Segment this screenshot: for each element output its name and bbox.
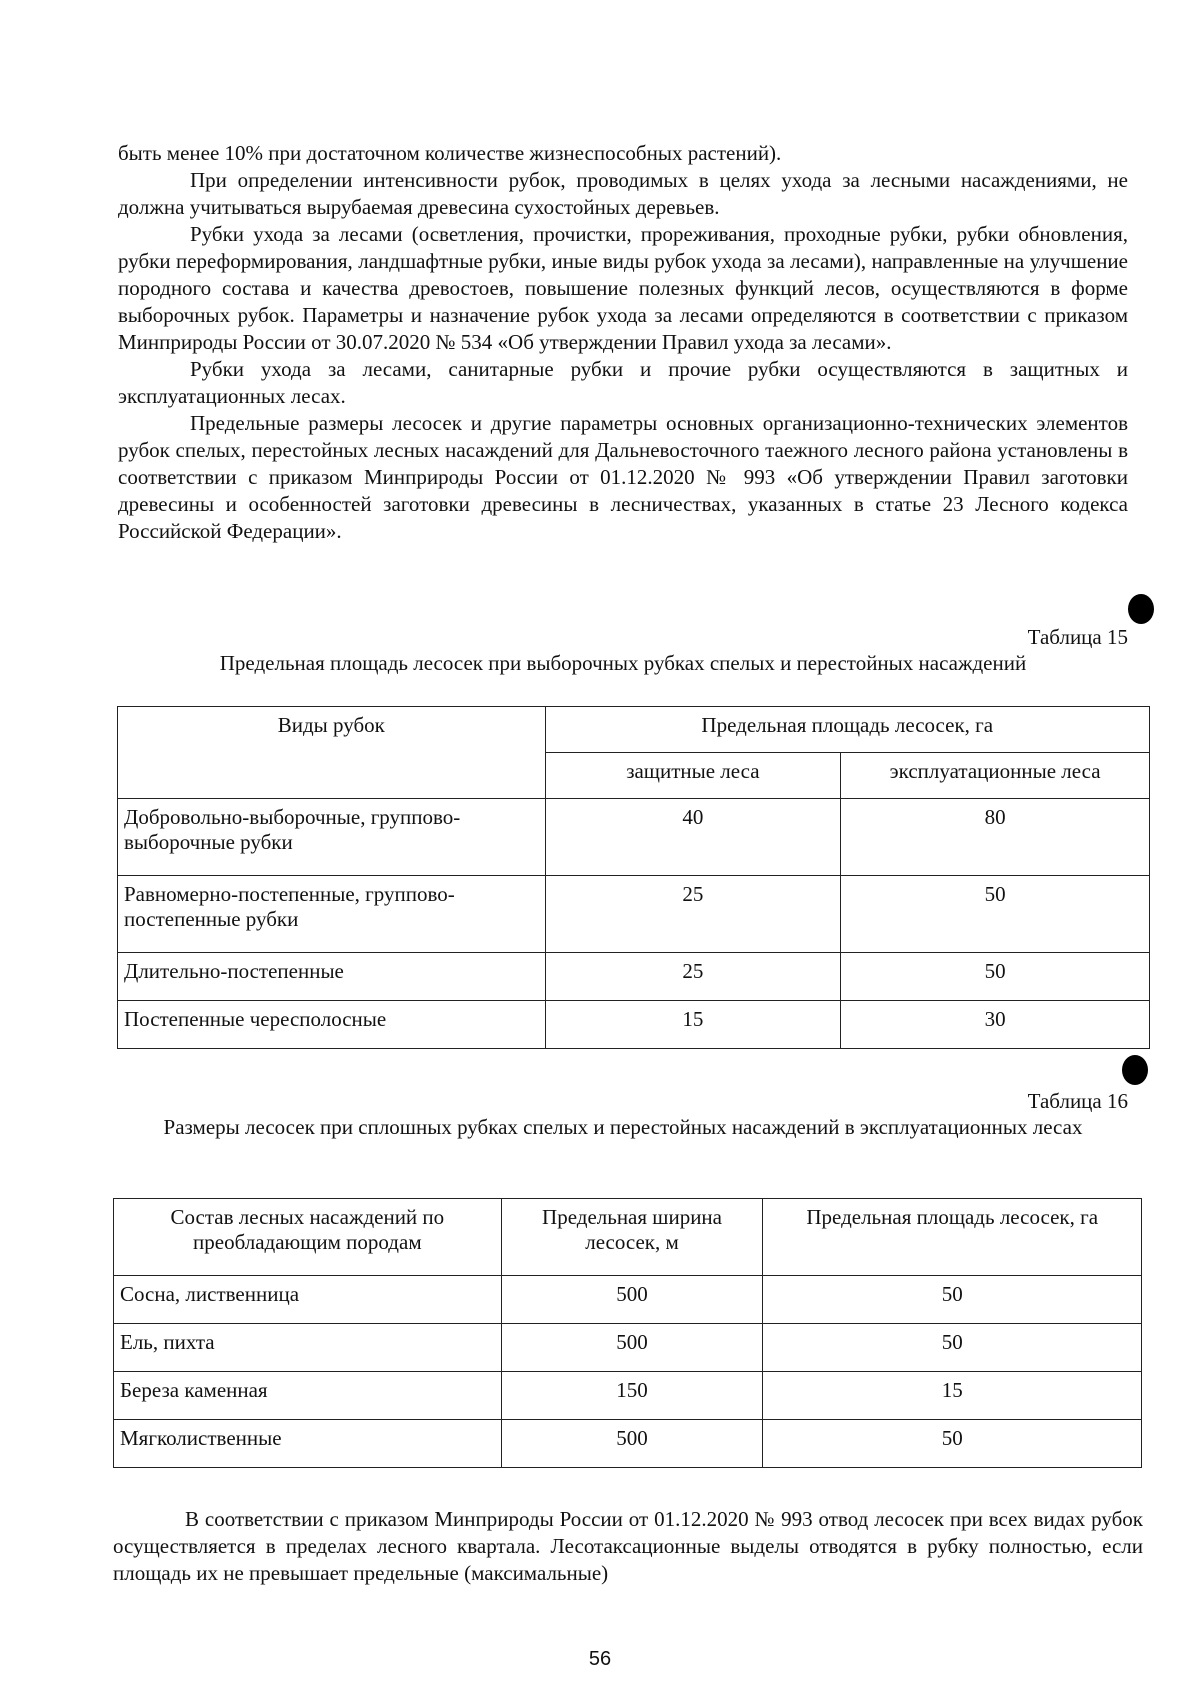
cell-type: Равномерно-постепенные, группово-постепенные рубки bbox=[118, 876, 546, 953]
cell-area: 50 bbox=[763, 1324, 1142, 1372]
cell-species: Береза каменная bbox=[114, 1372, 502, 1420]
page-number: 56 bbox=[588, 1648, 612, 1670]
cell-exploitation: 30 bbox=[841, 1001, 1150, 1049]
table15-col-type: Виды рубок bbox=[118, 707, 546, 799]
table-row bbox=[114, 1276, 1142, 1324]
table-row bbox=[114, 1372, 1142, 1420]
cell-protective: 15 bbox=[545, 1001, 841, 1049]
table16-label: Таблица 16 bbox=[1027, 1089, 1128, 1113]
table-row bbox=[118, 1001, 1150, 1049]
cell-protective: 25 bbox=[545, 876, 841, 953]
table16-col-width: Предельная ширина лесосек, м bbox=[501, 1199, 763, 1276]
cell-exploitation: 80 bbox=[841, 799, 1150, 876]
cell-width: 500 bbox=[501, 1420, 763, 1468]
table15-label: Таблица 15 bbox=[1027, 625, 1128, 649]
cell-area: 50 bbox=[763, 1276, 1142, 1324]
cell-exploitation: 50 bbox=[841, 876, 1150, 953]
cell-species: Сосна, лиственница bbox=[114, 1276, 502, 1324]
table-row bbox=[118, 953, 1150, 1001]
intro-text bbox=[118, 140, 1128, 545]
table16-caption bbox=[118, 1088, 1128, 1140]
cell-type: Добровольно-выборочные, группово-выборочные рубки bbox=[118, 799, 546, 876]
cell-width: 500 bbox=[501, 1276, 763, 1324]
table16-col-area: Предельная площадь лесосек, га bbox=[763, 1199, 1142, 1276]
table-row bbox=[118, 876, 1150, 953]
cell-type: Длительно-постепенные bbox=[118, 953, 546, 1001]
table-row bbox=[114, 1324, 1142, 1372]
table16 bbox=[113, 1198, 1142, 1468]
table15-caption bbox=[118, 624, 1128, 676]
table15-col-protective: защитные леса bbox=[545, 753, 841, 799]
table15-title: Предельная площадь лесосек при выборочных рубках спелых и перестойных насаждений bbox=[219, 651, 1027, 675]
cell-species: Мягколиственные bbox=[114, 1420, 502, 1468]
paragraph: быть менее 10% при достаточном количестве жизнеспособных растений). bbox=[118, 141, 782, 165]
paragraph: Рубки ухода за лесами (осветления, прочистки, прореживания, проходные рубки, рубки обновления, рубки переформирования, ландшафтные рубки, иные виды рубок ухода за лесами), направленные на улучшение породного состава и качества древостоев, повышение полезных функций лесов, осуществляются в форме выборочных рубок. Параметры и назначение рубок ухода за лесами определяются в соответствии с приказом Минприроды России от 30.07.2020 № 534 «Об утверждении Правил ухода за лесами». bbox=[118, 222, 1128, 354]
cell-exploitation: 50 bbox=[841, 953, 1150, 1001]
cell-width: 150 bbox=[501, 1372, 763, 1420]
paragraph: Рубки ухода за лесами, санитарные рубки и прочие рубки осуществляются в защитных и эксплуатационных лесах. bbox=[118, 357, 1128, 408]
scan-mark bbox=[1122, 1055, 1148, 1085]
closing-text bbox=[113, 1506, 1143, 1587]
table16-col-composition: Состав лесных насаждений по преобладающим породам bbox=[114, 1199, 502, 1276]
table-row bbox=[114, 1420, 1142, 1468]
cell-area: 50 bbox=[763, 1420, 1142, 1468]
paragraph: Предельные размеры лесосек и другие параметры основных организационно-технических элементов рубок спелых, перестойных лесных насаждений для Дальневосточного таежного лесного района установлены в соответствии с приказом Минприроды России от 01.12.2020 № 993 «Об утверждении Правил заготовки древесины и особенностей заготовки древесины в лесничествах, указанных в статье 23 Лесного кодекса Российской Федерации». bbox=[118, 411, 1128, 543]
table16-title: Размеры лесосек при сплошных рубках спелых и перестойных насаждений в эксплуатационных лесах bbox=[163, 1115, 1083, 1139]
paragraph: В соответствии с приказом Минприроды России от 01.12.2020 № 993 отвод лесосек при всех видах рубок осуществляется в пределах лесного квартала. Лесотаксационные выделы отводятся в рубку полностью, если площадь их не превышает предельные (максимальные) bbox=[113, 1507, 1143, 1585]
cell-width: 500 bbox=[501, 1324, 763, 1372]
cell-species: Ель, пихта bbox=[114, 1324, 502, 1372]
scan-mark bbox=[1128, 594, 1154, 624]
cell-area: 15 bbox=[763, 1372, 1142, 1420]
table15 bbox=[117, 706, 1150, 1049]
paragraph: При определении интенсивности рубок, проводимых в целях ухода за лесными насаждениями, не должна учитываться вырубаемая древесина сухостойных деревьев. bbox=[118, 168, 1128, 219]
cell-type: Постепенные чересполосные bbox=[118, 1001, 546, 1049]
cell-protective: 40 bbox=[545, 799, 841, 876]
table15-col-exploitation: эксплуатационные леса bbox=[841, 753, 1150, 799]
table-row bbox=[118, 799, 1150, 876]
cell-protective: 25 bbox=[545, 953, 841, 1001]
table15-col-group: Предельная площадь лесосек, га bbox=[545, 707, 1149, 753]
